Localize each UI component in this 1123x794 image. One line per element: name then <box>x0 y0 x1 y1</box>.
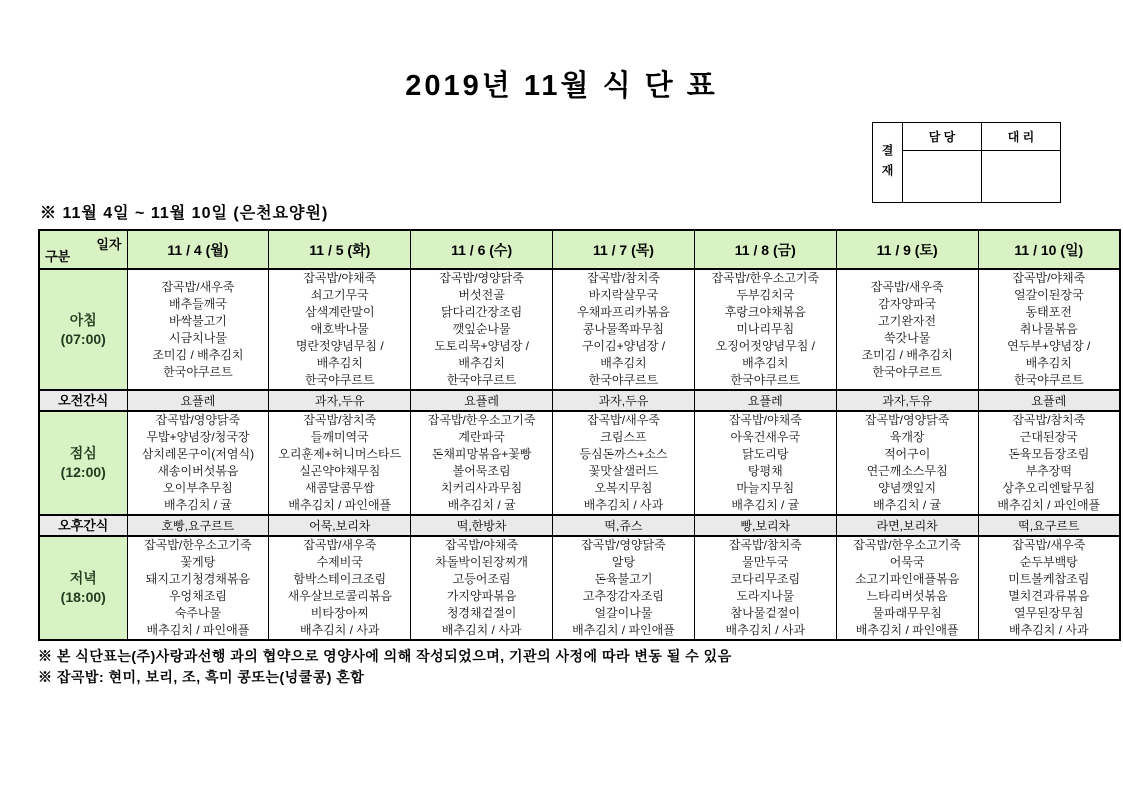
day-header-sun: 11 / 10 (일) <box>978 230 1120 269</box>
snack-cell: 떡,쥬스 <box>553 515 695 536</box>
menu-item: 들깨미역국 <box>310 430 369 444</box>
snack-cell: 요플레 <box>978 390 1120 411</box>
menu-item: 두부김치국 <box>736 288 795 302</box>
menu-item: 꽃맛살샐러드 <box>588 464 659 478</box>
menu-item: 배추김치 <box>600 356 647 370</box>
menu-item: 크림스프 <box>600 430 647 444</box>
menu-item: 잡곡밥/새우죽 <box>870 279 944 294</box>
menu-cell <box>127 269 269 390</box>
menu-item: 돈육불고기 <box>594 572 653 586</box>
menu-item: 배추김치 / 사과 <box>725 623 806 637</box>
snack-cell: 어묵,보리차 <box>269 515 411 536</box>
menu-item: 배추김치 / 사과 <box>299 623 380 637</box>
menu-cell <box>411 536 553 640</box>
menu-item: 배추김치 <box>742 356 789 370</box>
menu-item: 차돌박이된장찌개 <box>435 555 528 569</box>
meal-time: (12:00) <box>60 464 106 480</box>
menu-item: 콩나물쪽파무침 <box>582 322 665 336</box>
menu-item: 아욱건새우국 <box>730 430 801 444</box>
menu-item: 순두부백탕 <box>1019 555 1078 569</box>
menu-item: 잡곡밥/새우죽 <box>303 538 377 552</box>
menu-cell <box>836 411 978 515</box>
row-label-0 <box>39 269 127 390</box>
menu-cell <box>269 536 411 640</box>
menu-cell <box>978 536 1120 640</box>
menu-cell <box>269 269 411 390</box>
menu-item: 바지락살무국 <box>588 288 659 302</box>
menu-item: 오리훈제+허니머스타드 <box>278 447 402 461</box>
menu-item: 부추장떡 <box>1025 464 1072 478</box>
approval-sign-cell-deputy <box>982 150 1061 202</box>
menu-item: 잡곡밥/영양닭죽 <box>581 538 666 552</box>
menu-item: 어묵국 <box>889 555 925 569</box>
menu-item: 배추김치 <box>1025 356 1072 370</box>
menu-cell <box>127 536 269 640</box>
row-label-3: 오후간식 <box>39 515 127 536</box>
menu-item: 얼갈이된장국 <box>1014 288 1084 302</box>
menu-item: 코다리무조림 <box>730 572 801 586</box>
menu-item: 한국야쿠르트 <box>1014 373 1084 387</box>
meal-time: (18:00) <box>60 589 106 605</box>
menu-item: 애호박나물 <box>310 322 369 336</box>
menu-item: 소고기파인애플볶음 <box>854 572 960 586</box>
menu-item: 잡곡밥/새우죽 <box>161 279 235 294</box>
menu-item: 새우살브로콜리볶음 <box>287 589 392 603</box>
menu-item: 청경채겉절이 <box>446 606 517 620</box>
snack-row-3 <box>39 515 1120 536</box>
menu-item: 한국야쿠르트 <box>588 373 659 387</box>
snack-cell: 과자,두유 <box>836 390 978 411</box>
menu-item: 잡곡밥/야채죽 <box>445 538 519 552</box>
menu-item: 바싹불고기 <box>168 313 227 328</box>
meal-row-2 <box>39 411 1120 515</box>
menu-item: 새송이버섯볶음 <box>157 464 239 478</box>
menu-item: 실곤약야채무침 <box>299 464 381 478</box>
menu-item: 배추들깨국 <box>168 296 227 311</box>
menu-item: 미트볼케찹조림 <box>1008 572 1090 586</box>
menu-item: 돈육모듬장조림 <box>1008 447 1090 461</box>
menu-item: 잡곡밥/한우소고기죽 <box>144 538 252 552</box>
menu-item: 양념깻잎지 <box>878 481 937 495</box>
period-note: ※ 11월 4일 ~ 11월 10일 (은천요양원) <box>40 205 329 222</box>
corner-label-category: 구분 <box>45 249 71 264</box>
menu-item: 오복지무침 <box>594 481 653 495</box>
snack-cell: 요플레 <box>411 390 553 411</box>
menu-item: 오징어젓양념무침 / <box>715 339 815 353</box>
snack-cell: 과자,두유 <box>269 390 411 411</box>
snack-cell: 떡,요구르트 <box>978 515 1120 536</box>
menu-cell <box>411 411 553 515</box>
menu-item: 배추김치 / 사과 <box>583 498 664 512</box>
menu-item: 참나물겉절이 <box>730 606 801 620</box>
menu-item: 한국야쿠르트 <box>730 373 801 387</box>
corner-label-date: 일자 <box>96 237 122 252</box>
menu-item: 배추김치 <box>458 356 505 370</box>
footnote-2: ※ 잡곡밥: 현미, 보리, 조, 흑미 콩또는(넝쿨콩) 혼합 <box>38 669 365 685</box>
approval-sign-cell-manager <box>903 150 982 202</box>
menu-item: 수제비국 <box>316 555 363 569</box>
menu-item: 배추김치 / 파인애플 <box>288 498 392 512</box>
menu-item: 볼어묵조림 <box>452 464 511 478</box>
menu-item: 한국야쿠르트 <box>163 364 233 379</box>
menu-item: 잡곡밥/영양닭죽 <box>155 413 241 427</box>
menu-cell <box>553 411 695 515</box>
menu-item: 배추김치 / 파인애플 <box>572 623 675 637</box>
menu-cell <box>978 411 1120 515</box>
menu-item: 배추김치 <box>316 356 363 370</box>
menu-item: 잡곡밥/새우죽 <box>1012 538 1086 552</box>
menu-item: 얼갈이나물 <box>594 606 653 620</box>
menu-item: 한국야쿠르트 <box>872 364 942 379</box>
menu-item: 함박스테이크조림 <box>293 572 387 586</box>
menu-cell <box>553 536 695 640</box>
row-label-2 <box>39 411 127 515</box>
menu-item: 잡곡밥/참치죽 <box>587 271 660 285</box>
menu-item: 닭도리탕 <box>742 447 789 461</box>
menu-table <box>38 229 1121 641</box>
menu-item: 감자양파국 <box>878 296 937 311</box>
menu-item: 치커리사과무침 <box>441 481 523 495</box>
menu-item: 고추장감자조림 <box>582 589 665 603</box>
menu-item: 느타리버섯볶음 <box>866 589 948 603</box>
day-header-sat: 11 / 9 (토) <box>836 230 978 269</box>
approval-col-manager: 담 당 <box>903 123 982 151</box>
menu-item: 무밥+양념장/청국장 <box>146 430 250 444</box>
menu-item: 구이김+양념장 / <box>581 339 666 353</box>
menu-item: 연두부+양념장 / <box>1007 339 1091 353</box>
menu-item: 잡곡밥/한우소고기죽 <box>711 271 820 285</box>
footnotes <box>38 646 732 688</box>
day-header-fri: 11 / 8 (금) <box>694 230 836 269</box>
footnote-1: ※ 본 식단표는(주)사랑과선행 과의 협약으로 영양사에 의해 작성되었으며, 기관의 사정에 따라 변동 될 수 있음 <box>38 648 732 664</box>
menu-cell <box>836 269 978 390</box>
menu-item: 삼색계란말이 <box>304 305 375 319</box>
header-row <box>39 230 1120 269</box>
meal-row-0 <box>39 269 1120 390</box>
menu-item: 적어구이 <box>883 447 931 461</box>
menu-cell <box>411 269 553 390</box>
menu-item: 잡곡밥/참치죽 <box>1012 413 1086 427</box>
menu-item: 등심돈까스+소스 <box>579 447 668 461</box>
menu-item: 도토리묵+양념장 / <box>434 339 530 353</box>
day-header-thu: 11 / 7 (목) <box>553 230 695 269</box>
menu-item: 고등어조림 <box>452 572 511 586</box>
snack-cell: 호빵,요구르트 <box>127 515 269 536</box>
menu-item: 우채파프리카볶음 <box>577 305 670 319</box>
menu-item: 동태포전 <box>1025 305 1072 319</box>
snack-cell: 떡,한방차 <box>411 515 553 536</box>
page-title: 2019년 11월 식 단 표 <box>405 70 718 103</box>
approval-stamp-label: 결재 <box>873 123 903 203</box>
menu-item: 잡곡밥/영양닭죽 <box>439 271 524 285</box>
menu-item: 우엉채조림 <box>168 589 227 603</box>
menu-item: 버섯전골 <box>458 288 505 302</box>
menu-item: 잡곡밥/야채죽 <box>303 271 377 285</box>
menu-item: 잡곡밥/한우소고기죽 <box>853 538 961 552</box>
menu-item: 돈채피망볶음+꽃빵 <box>431 447 532 461</box>
menu-item: 꽃게탕 <box>180 555 216 569</box>
menu-item: 멸치견과류볶음 <box>1008 589 1090 603</box>
menu-item: 깻잎순나물 <box>452 322 511 336</box>
snack-cell: 요플레 <box>127 390 269 411</box>
day-header-tue: 11 / 5 (화) <box>269 230 411 269</box>
row-label-4 <box>39 536 127 640</box>
menu-item: 배추김치 / 귤 <box>163 498 232 512</box>
menu-item: 계란파국 <box>458 430 505 444</box>
menu-item: 열무된장무침 <box>1014 606 1084 620</box>
menu-cell <box>694 411 836 515</box>
snack-row-1 <box>39 390 1120 411</box>
menu-item: 가지양파볶음 <box>446 589 517 603</box>
approval-col-deputy: 대 리 <box>982 123 1061 151</box>
menu-item: 잡곡밥/영양닭죽 <box>864 413 950 427</box>
menu-item: 고기완자전 <box>878 313 937 328</box>
snack-cell: 요플레 <box>694 390 836 411</box>
menu-item: 배추김치 / 사과 <box>1009 623 1089 637</box>
menu-item: 후랑크야채볶음 <box>724 305 806 319</box>
menu-item: 숙주나물 <box>174 606 222 620</box>
menu-item: 삼치레몬구이(저염식) <box>141 447 255 461</box>
menu-item: 조미김 / 배추김치 <box>152 347 244 362</box>
menu-cell <box>269 411 411 515</box>
menu-item: 연근깨소스무침 <box>866 464 948 478</box>
menu-cell <box>978 269 1120 390</box>
day-header-mon: 11 / 4 (월) <box>127 230 269 269</box>
meal-name: 점심 <box>69 445 97 461</box>
meal-name: 아침 <box>69 311 97 328</box>
snack-cell: 라면,보리차 <box>836 515 978 536</box>
day-header-wed: 11 / 6 (수) <box>411 230 553 269</box>
approval-box <box>872 122 1061 203</box>
menu-item: 도라지나물 <box>736 589 795 603</box>
menu-item: 알탕 <box>611 555 636 569</box>
menu-item: 탕평채 <box>747 464 783 478</box>
menu-cell <box>553 269 695 390</box>
menu-item: 배추김치 / 귤 <box>731 498 800 512</box>
corner-cell <box>39 230 127 269</box>
menu-item: 한국야쿠르트 <box>304 373 375 387</box>
menu-item: 한국야쿠르트 <box>446 373 517 387</box>
menu-item: 시금치나물 <box>168 330 227 345</box>
menu-item: 배추김치 / 파인애플 <box>997 498 1101 512</box>
menu-item: 조미김 / 배추김치 <box>861 347 953 362</box>
menu-item: 배추김치 / 사과 <box>441 623 522 637</box>
menu-cell <box>694 269 836 390</box>
menu-item: 잡곡밥/한우소고기죽 <box>427 413 536 427</box>
snack-cell: 과자,두유 <box>553 390 695 411</box>
menu-item: 물만두국 <box>742 555 789 569</box>
menu-item: 배추김치 / 귤 <box>447 498 516 512</box>
menu-item: 잡곡밥/야채죽 <box>728 413 802 427</box>
menu-item: 마늘지무침 <box>736 481 795 495</box>
snack-cell: 빵,보리차 <box>694 515 836 536</box>
menu-cell <box>694 536 836 640</box>
menu-item: 취나물볶음 <box>1019 322 1078 336</box>
row-label-1: 오전간식 <box>39 390 127 411</box>
menu-item: 돼지고기청경채볶음 <box>145 572 251 586</box>
menu-item: 닭다리간장조림 <box>441 305 523 319</box>
menu-item: 새콤달콤무쌈 <box>304 481 375 495</box>
menu-item: 물파래무무침 <box>872 606 942 620</box>
meal-time: (07:00) <box>60 330 106 347</box>
menu-cell <box>836 536 978 640</box>
menu-item: 쑥갓나물 <box>883 330 931 345</box>
menu-item: 육개장 <box>889 430 925 444</box>
menu-item: 잡곡밥/새우죽 <box>587 413 660 427</box>
menu-item: 쇠고기무국 <box>310 288 369 302</box>
menu-item: 배추김치 / 파인애플 <box>855 623 959 637</box>
meal-row-4 <box>39 536 1120 640</box>
menu-item: 잡곡밥/야채죽 <box>1012 271 1086 285</box>
menu-item: 근대된장국 <box>1019 430 1078 444</box>
menu-item: 비타장아찌 <box>310 606 369 620</box>
menu-item: 미나리무침 <box>736 322 795 336</box>
menu-cell <box>127 411 269 515</box>
menu-item: 잡곡밥/참치죽 <box>728 538 802 552</box>
menu-item: 상추오리엔탈무침 <box>1002 481 1096 495</box>
menu-item: 오이부추무침 <box>163 481 233 495</box>
menu-item: 배추김치 / 파인애플 <box>146 623 250 637</box>
menu-item: 명란젓양념무침 / <box>295 339 384 353</box>
menu-item: 잡곡밥/참치죽 <box>303 413 377 427</box>
meal-name: 저녁 <box>69 570 97 586</box>
menu-item: 배추김치 / 귤 <box>873 498 942 512</box>
